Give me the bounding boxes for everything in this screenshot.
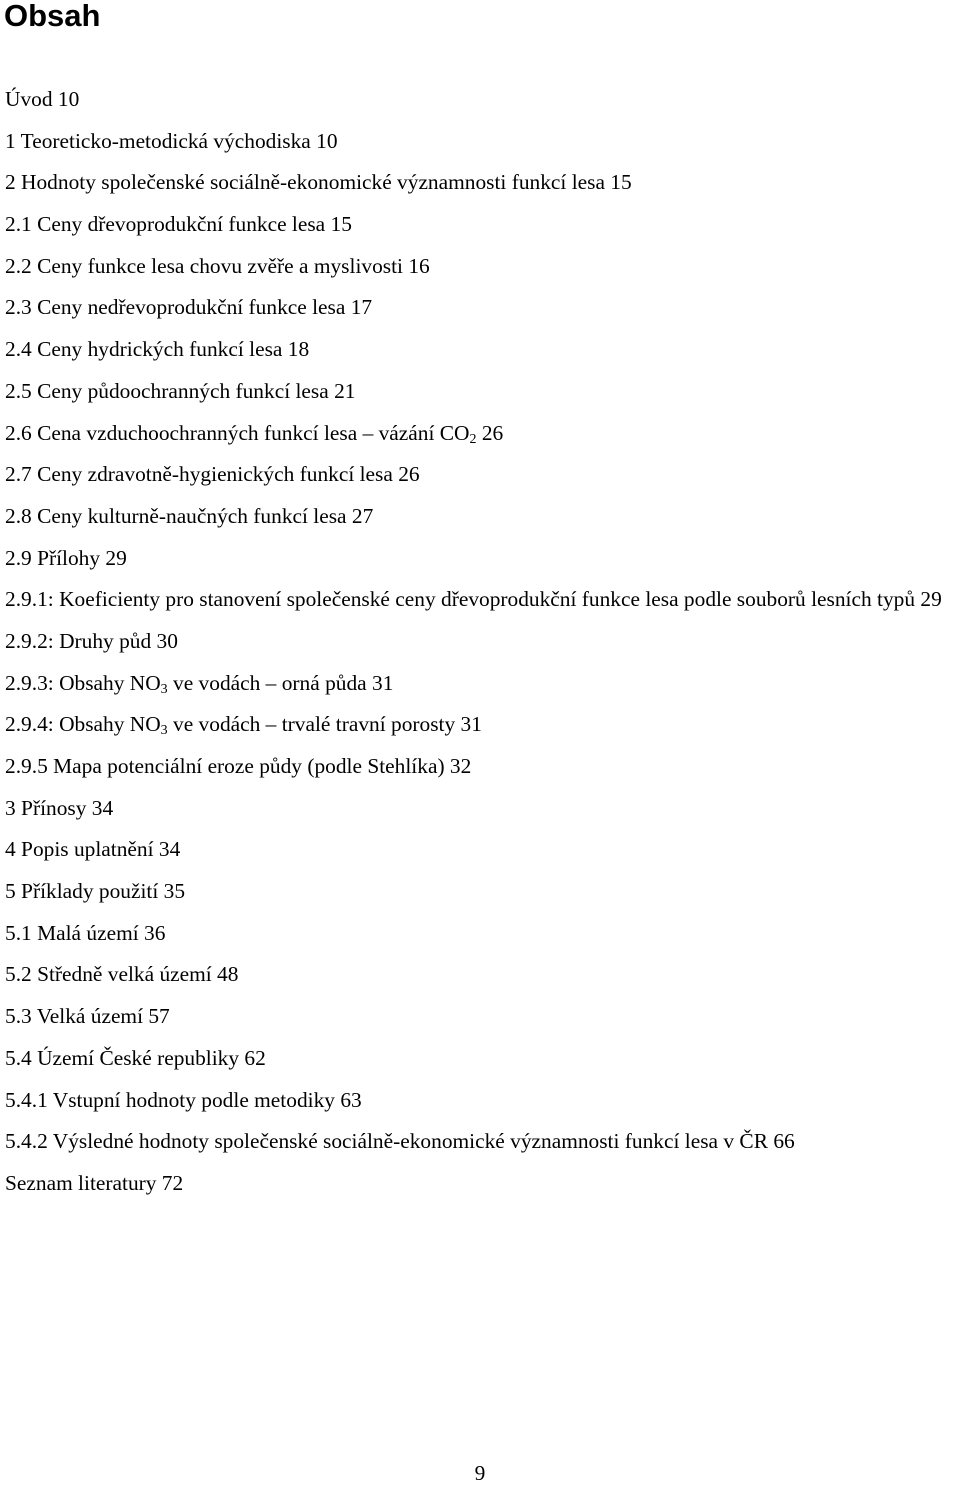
toc-entry-text: 5.2 Středně velká území 48 <box>5 962 239 987</box>
toc-entry-text: 2.4 Ceny hydrických funkcí lesa 18 <box>5 337 310 362</box>
toc-entry-text: 2.9.1: Koeficienty pro stanovení společenské ceny dřevoprodukční funkce lesa podle souborů lesních typů 29 <box>5 587 942 612</box>
toc-entry[interactable] <box>5 626 960 656</box>
table-of-contents <box>5 84 960 1210</box>
toc-entry-text: 4 Popis uplatnění 34 <box>5 837 181 862</box>
toc-entry-text: 2.8 Ceny kulturně-naučných funkcí lesa 27 <box>5 503 374 528</box>
toc-entry-text: 1 Teoreticko-metodická východiska 10 <box>5 128 338 153</box>
toc-entry[interactable] <box>5 543 960 573</box>
toc-entry-text: 2.2 Ceny funkce lesa chovu zvěře a myslivosti 16 <box>5 253 430 278</box>
toc-entry[interactable] <box>5 292 960 322</box>
toc-entry[interactable] <box>5 1168 960 1198</box>
chemical-subscript: 3 <box>160 681 168 697</box>
toc-entry-text: Úvod 10 <box>5 87 80 111</box>
toc-entry-text: 2 Hodnoty společenské sociálně-ekonomické významnosti funkcí lesa 15 <box>5 170 632 195</box>
toc-entry-text: 5.1 Malá území 36 <box>5 920 166 945</box>
toc-entry-text: 5 Příklady použití 35 <box>5 879 186 904</box>
page-number: 9 <box>474 1461 486 1485</box>
toc-entry[interactable] <box>5 1126 960 1156</box>
toc-entry[interactable] <box>5 251 960 281</box>
chemical-subscript: 3 <box>160 723 168 739</box>
toc-entry-text: 2.6 Cena vzduchoochranných funkcí lesa – vázání CO <box>5 420 470 445</box>
toc-entry[interactable] <box>5 918 960 948</box>
toc-entry-text: 3 Přínosy 34 <box>5 795 114 820</box>
toc-entry[interactable] <box>5 334 960 364</box>
toc-entry[interactable] <box>5 167 960 197</box>
toc-entry[interactable] <box>5 668 960 698</box>
toc-entry[interactable] <box>5 418 960 448</box>
toc-entry-text: Seznam literatury 72 <box>5 1170 184 1195</box>
toc-entry-text: ve vodách – orná půda 31 <box>167 670 394 695</box>
toc-entry[interactable] <box>5 1043 960 1073</box>
toc-entry-text: 5.4 Území České republiky 62 <box>5 1045 266 1070</box>
chemical-subscript: 2 <box>469 431 477 447</box>
toc-entry-text: 26 <box>476 420 504 445</box>
toc-entry[interactable] <box>5 584 960 614</box>
toc-entry-text: 2.5 Ceny půdoochranných funkcí lesa 21 <box>5 378 356 403</box>
toc-entry-text: 5.4.2 Výsledné hodnoty společenské sociálně-ekonomické významnosti funkcí lesa v ČR 66 <box>5 1129 795 1154</box>
toc-entry[interactable] <box>5 751 960 781</box>
toc-entry-text: 2.9.4: Obsahy NO <box>5 712 161 737</box>
toc-entry[interactable] <box>5 709 960 739</box>
toc-entry-text: ve vodách – trvalé travní porosty 31 <box>167 712 482 737</box>
toc-entry[interactable] <box>5 209 960 239</box>
toc-entry[interactable] <box>5 126 960 156</box>
toc-entry[interactable] <box>5 1001 960 1031</box>
toc-entry-text: 5.3 Velká území 57 <box>5 1004 170 1029</box>
toc-entry[interactable] <box>5 459 960 489</box>
page-title: Obsah <box>4 0 101 33</box>
toc-entry-text: 2.9.3: Obsahy NO <box>5 670 161 695</box>
toc-entry[interactable] <box>5 84 960 114</box>
toc-entry[interactable] <box>5 793 960 823</box>
toc-entry-text: 2.9.5 Mapa potenciální eroze půdy (podle Stehlíka) 32 <box>5 754 472 778</box>
toc-entry[interactable] <box>5 501 960 531</box>
toc-entry-text: 5.4.1 Vstupní hodnoty podle metodiky 63 <box>5 1087 362 1112</box>
toc-entry-text: 2.9 Přílohy 29 <box>5 545 127 570</box>
toc-entry[interactable] <box>5 959 960 989</box>
toc-entry[interactable] <box>5 1085 960 1115</box>
toc-entry[interactable] <box>5 834 960 864</box>
toc-entry[interactable] <box>5 876 960 906</box>
toc-entry-text: 2.7 Ceny zdravotně-hygienických funkcí lesa 26 <box>5 462 420 487</box>
toc-entry[interactable] <box>5 376 960 406</box>
toc-entry-text: 2.1 Ceny dřevoprodukční funkce lesa 15 <box>5 212 352 237</box>
toc-entry-text: 2.9.2: Druhy půd 30 <box>5 628 178 653</box>
toc-entry-text: 2.3 Ceny nedřevoprodukční funkce lesa 17 <box>5 295 373 320</box>
